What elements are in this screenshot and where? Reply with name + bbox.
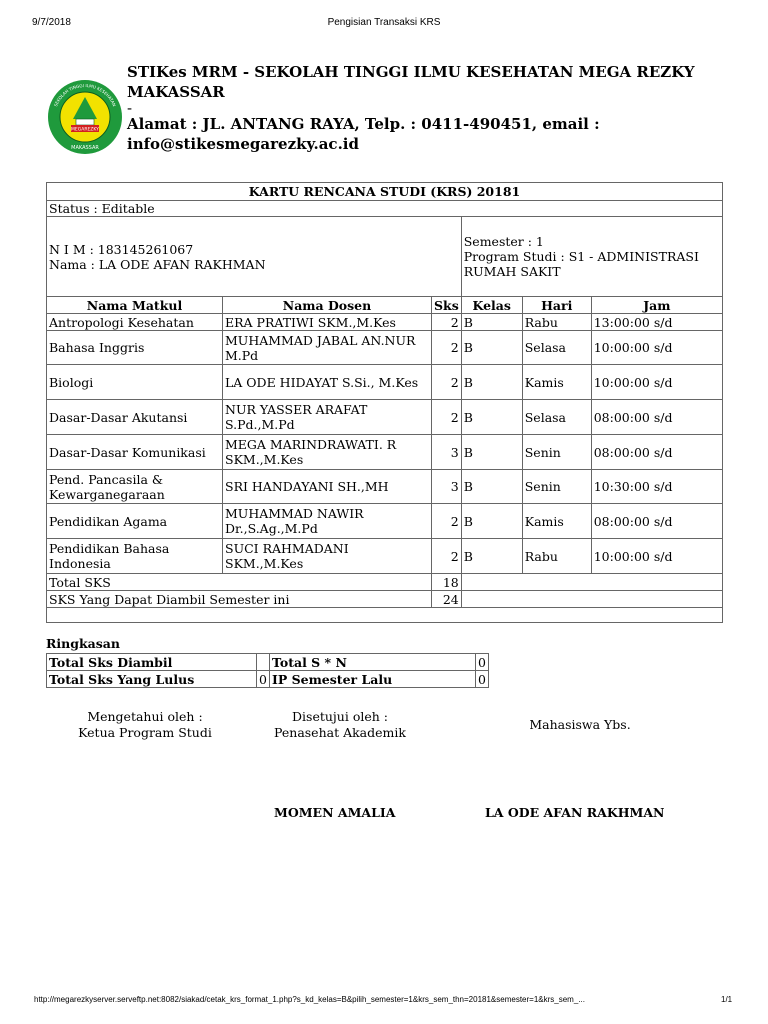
school-address: Alamat : JL. ANTANG RAYA, Telp. : 0411-490451, email : info@stikesmegarezky.ac.id [127,115,600,153]
krs-title: KARTU RENCANA STUDI (KRS) 20181 [47,183,723,201]
total-sks-lulus-label: Total Sks Yang Lulus [47,671,257,688]
cell-matkul: Antropologi Kesehatan [47,314,223,331]
advisor-name: MOMEN AMALIA [274,805,396,820]
signature-mid-line1: Disetujui oleh : [292,709,388,724]
max-sks-label: SKS Yang Dapat Diambil Semester ini [47,591,432,608]
total-sks-label: Total SKS [47,574,432,591]
cell-dosen: MUHAMMAD JABAL AN.NUR M.Pd [223,331,432,365]
col-header-jam: Jam [591,297,722,314]
cell-dosen: SUCI RAHMADANI SKM.,M.Kes [223,539,432,574]
krs-status: Status : Editable [47,201,723,217]
logo-bottom-text: MAKASSAR [71,145,99,151]
table-row [47,314,723,331]
school-logo [47,79,123,155]
ringkasan-title: Ringkasan [46,636,120,651]
cell-dosen: NUR YASSER ARAFAT S.Pd.,M.Pd [223,400,432,435]
student-signature-name: LA ODE AFAN RAKHMAN [485,805,665,820]
cell-hari: Rabu [522,314,591,331]
signature-left-line2: Ketua Program Studi [78,725,212,740]
total-sks-filler [461,574,722,591]
total-sn-value: 0 [475,654,488,671]
col-header-matkul: Nama Matkul [47,297,223,314]
student-program [461,217,722,297]
table-row [47,331,723,365]
print-date: 9/7/2018 [32,17,71,28]
cell-dosen: MUHAMMAD NAWIR Dr.,S.Ag.,M.Pd [223,504,432,539]
cell-sks: 2 [432,331,462,365]
cell-dosen: SRI HANDAYANI SH.,MH [223,470,432,504]
cell-dosen: LA ODE HIDAYAT S.Si., M.Kes [223,365,432,400]
col-header-dosen: Nama Dosen [223,297,432,314]
cell-matkul: Dasar-Dasar Komunikasi [47,435,223,470]
cell-matkul: Pendidikan Bahasa Indonesia [47,539,223,574]
cell-sks: 2 [432,539,462,574]
col-header-kelas: Kelas [461,297,522,314]
total-sn-label: Total S * N [270,654,476,671]
table-row [47,435,723,470]
cell-sks: 2 [432,314,462,331]
school-name: STIKes MRM - SEKOLAH TINGGI ILMU KESEHATAN MEGA REZKY MAKASSAR [127,63,695,101]
print-page-title: Pengisian Transaksi KRS [327,17,441,28]
cell-matkul: Dasar-Dasar Akutansi [47,400,223,435]
signature-right-line1: Mahasiswa Ybs. [529,717,631,732]
total-sks-lulus-value: 0 [256,671,269,688]
student-identity [47,217,462,297]
table-row [47,365,723,400]
cell-kelas: B [461,539,522,574]
signature-left-line1: Mengetahui oleh : [87,709,203,724]
max-sks-value: 24 [432,591,462,608]
krs-table [46,182,723,623]
student-name: Nama : LA ODE AFAN RAKHMAN [49,256,266,272]
cell-hari: Senin [522,470,591,504]
cell-matkul: Pendidikan Agama [47,504,223,539]
total-sks-value: 18 [432,574,462,591]
cell-hari: Selasa [522,331,591,365]
footer-url: http://megarezkyserver.serveftp.net:8082/siakad/cetak_krs_format_1.php?s_kd_kelas=B&pilih_semester=1&krs_sem_thn=20181&semester=1&krs_sem_... [34,995,585,1004]
total-sks-diambil-value [256,654,269,671]
cell-kelas: B [461,314,522,331]
col-header-hari: Hari [522,297,591,314]
col-header-sks: Sks [432,297,462,314]
student-semester: Semester : 1 [463,234,544,249]
cell-matkul: Bahasa Inggris [47,331,223,365]
cell-sks: 2 [432,365,462,400]
cell-sks: 3 [432,435,462,470]
cell-hari: Selasa [522,400,591,435]
table-spacer-row [47,608,723,623]
logo-book-icon [76,119,94,125]
cell-jam: 10:00:00 s/d [591,539,722,574]
cell-jam: 08:00:00 s/d [591,504,722,539]
signature-left [60,709,230,741]
cell-jam: 10:00:00 s/d [591,331,722,365]
cell-hari: Rabu [522,539,591,574]
school-dash: - [127,99,133,117]
cell-dosen: MEGA MARINDRAWATI. R SKM.,M.Kes [223,435,432,470]
cell-kelas: B [461,400,522,435]
signature-right [495,717,665,733]
cell-jam: 10:00:00 s/d [591,365,722,400]
cell-kelas: B [461,504,522,539]
cell-matkul: Pend. Pancasila & Kewarganegaraan [47,470,223,504]
table-row [47,400,723,435]
cell-kelas: B [461,435,522,470]
cell-kelas: B [461,470,522,504]
ip-semester-lalu-value: 0 [475,671,488,688]
student-nim: N I M : 183145261067 [49,241,194,257]
cell-sks: 2 [432,400,462,435]
cell-hari: Kamis [522,365,591,400]
cell-kelas: B [461,365,522,400]
student-program-studi: Program Studi : S1 - ADMINISTRASI RUMAH SAKIT [463,249,699,279]
ip-semester-lalu-label: IP Semester Lalu [270,671,476,688]
cell-jam: 08:00:00 s/d [591,400,722,435]
cell-jam: 10:30:00 s/d [591,470,722,504]
cell-sks: 2 [432,504,462,539]
cell-dosen: ERA PRATIWI SKM.,M.Kes [223,314,432,331]
cell-jam: 08:00:00 s/d [591,435,722,470]
table-row [47,470,723,504]
cell-matkul: Biologi [47,365,223,400]
logo-banner-text: MEGAREZKY [71,127,99,133]
cell-sks: 3 [432,470,462,504]
ringkasan-table [46,653,489,688]
total-sks-diambil-label: Total Sks Diambil [47,654,257,671]
cell-hari: Kamis [522,504,591,539]
max-sks-filler [461,591,722,608]
footer-page-number: 1/1 [721,995,733,1004]
cell-hari: Senin [522,435,591,470]
cell-kelas: B [461,331,522,365]
cell-jam: 13:00:00 s/d [591,314,722,331]
table-row [47,504,723,539]
school-header [127,62,727,154]
signature-mid [255,709,425,741]
table-row [47,539,723,574]
logo-ring-textpath: SEKOLAH TINGGI ILMU KESEHATAN [53,82,117,108]
signature-mid-line2: Penasehat Akademik [274,725,406,740]
